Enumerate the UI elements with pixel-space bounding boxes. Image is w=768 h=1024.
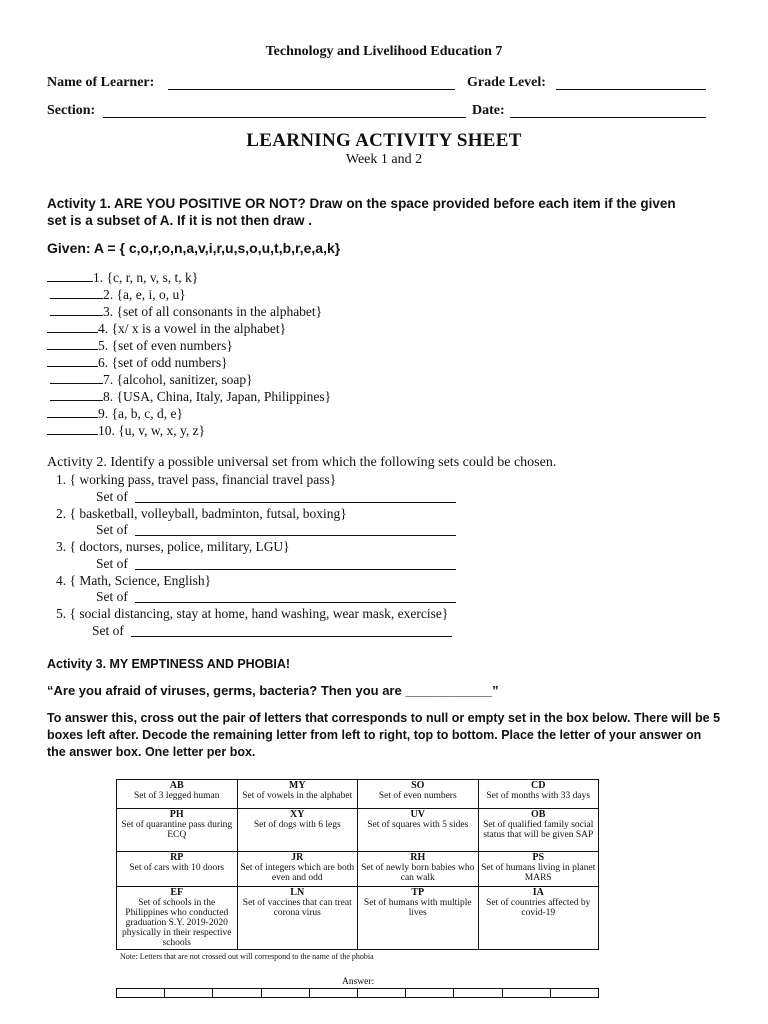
name-label: Name of Learner: xyxy=(47,75,155,90)
answer-box[interactable] xyxy=(213,989,261,997)
answer-blank[interactable] xyxy=(47,405,98,418)
set-of-answer-line[interactable] xyxy=(135,602,456,603)
set-of-label: Set of xyxy=(96,589,128,604)
answer-box[interactable] xyxy=(117,989,165,997)
activity2-item: 2. { basketball, volleyball, badminton, futsal, boxing} xyxy=(56,506,347,521)
set-of-answer-line[interactable] xyxy=(135,535,456,536)
grid-cell[interactable]: OB Set of qualified family social status that will be given SAP xyxy=(478,809,599,852)
grid-cell[interactable]: JR Set of integers which are both even and odd xyxy=(237,852,358,887)
date-label: Date: xyxy=(472,103,505,118)
grid-cell[interactable]: LN Set of vaccines that can treat corona virus xyxy=(237,887,358,950)
grid-cell[interactable]: PH Set of quarantine pass during ECQ xyxy=(117,809,238,852)
set-of-label: Set of xyxy=(96,489,128,504)
grid-cell[interactable]: PS Set of humans living in planet MARS xyxy=(478,852,599,887)
grid-cell[interactable]: CD Set of months with 33 days xyxy=(478,780,599,809)
answer-blank[interactable] xyxy=(47,320,98,333)
activity2-item: 1. { working pass, travel pass, financial travel pass} xyxy=(56,472,337,487)
section-label: Section: xyxy=(47,103,96,118)
answer-blank[interactable] xyxy=(47,354,98,367)
answer-blank[interactable] xyxy=(47,269,93,282)
activity1-instruction-line2: set is a subset of A. If it is not then draw . xyxy=(47,213,313,228)
set-of-answer-line[interactable] xyxy=(135,569,456,570)
set-of-label: Set of xyxy=(96,556,128,571)
activity2-item: 4. { Math, Science, English} xyxy=(56,573,212,588)
activity1-item: 10. {u, v, w, x, y, z} xyxy=(47,422,205,439)
grade-level-label: Grade Level: xyxy=(467,75,546,90)
activity1-item: 9. {a, b, c, d, e} xyxy=(47,405,183,422)
grid-cell[interactable]: EF Set of schools in the Philippines who conducted graduation S.Y. 2019-2020 physically in their respective schools xyxy=(117,887,238,950)
answer-boxes xyxy=(116,988,599,998)
activity2-heading: Activity 2. Identify a possible universal set from which the following sets could be chosen. xyxy=(47,455,557,470)
set-of-label: Set of xyxy=(92,623,124,638)
activity1-item: 1. {c, r, n, v, s, t, k} xyxy=(47,269,198,286)
set-of-answer-line[interactable] xyxy=(131,636,452,637)
set-of-label: Set of xyxy=(96,522,128,537)
grid-cell[interactable]: RH Set of newly born babies who can walk xyxy=(358,852,479,887)
grid-cell[interactable]: IA Set of countries affected by covid-19 xyxy=(478,887,599,950)
answer-blank[interactable] xyxy=(50,371,103,384)
activity3-instruction-line: To answer this, cross out the pair of letters that corresponds to null or empty set in the box below. There will be 5 xyxy=(47,711,721,725)
answer-label: Answer: xyxy=(342,977,375,987)
answer-box[interactable] xyxy=(454,989,502,997)
sheet-title: LEARNING ACTIVITY SHEET xyxy=(246,130,522,151)
given-set-a: Given: A = { c,o,r,o,n,a,v,i,r,u,s,o,u,t,b,r,e,a,k} xyxy=(47,240,341,256)
activity1-item: 2. {a, e, i, o, u} xyxy=(50,286,186,303)
grid-cell[interactable]: RP Set of cars with 10 doors xyxy=(117,852,238,887)
answer-box[interactable] xyxy=(310,989,358,997)
activity3-instruction-line: the answer box. One letter per box. xyxy=(47,745,256,759)
sheet-subtitle: Week 1 and 2 xyxy=(345,152,423,167)
name-field[interactable] xyxy=(168,89,455,90)
activity2-item: 3. { doctors, nurses, police, military, LGU} xyxy=(56,539,290,554)
answer-blank[interactable] xyxy=(47,337,98,350)
activity1-item: 4. {x/ x is a vowel in the alphabet} xyxy=(47,320,286,337)
activity1-item: 3. {set of all consonants in the alphabet} xyxy=(50,303,322,320)
empty-set-grid xyxy=(116,779,599,950)
answer-box[interactable] xyxy=(551,989,598,997)
answer-blank[interactable] xyxy=(50,388,103,401)
section-field[interactable] xyxy=(103,117,466,118)
answer-box[interactable] xyxy=(358,989,406,997)
grid-cell[interactable]: XY Set of dogs with 6 legs xyxy=(237,809,358,852)
grid-cell[interactable]: AB Set of 3 legged human xyxy=(117,780,238,809)
activity1-item: 8. {USA, China, Italy, Japan, Philippines} xyxy=(50,388,331,405)
answer-blank[interactable] xyxy=(50,303,103,316)
answer-box[interactable] xyxy=(406,989,454,997)
activity1-item: 6. {set of odd numbers} xyxy=(47,354,228,371)
activity3-instruction-line: boxes left after. Decode the remaining letter from left to right, top to bottom. Place the letter of your answer on xyxy=(47,728,702,742)
set-of-answer-line[interactable] xyxy=(135,502,456,503)
activity3-question: “Are you afraid of viruses, germs, bacteria? Then you are ____________” xyxy=(47,683,499,698)
activity1-instruction-line1: Activity 1. ARE YOU POSITIVE OR NOT? Draw on the space provided before each item if the given xyxy=(47,196,676,211)
activity3-heading: Activity 3. MY EMPTINESS AND PHOBIA! xyxy=(47,657,291,671)
document-header-title: Technology and Livelihood Education 7 xyxy=(265,44,503,59)
grid-cell[interactable]: SO Set of even numbers xyxy=(358,780,479,809)
grade-level-field[interactable] xyxy=(556,89,706,90)
activity1-item: 7. {alcohol, sanitizer, soap} xyxy=(50,371,253,388)
activity2-item: 5. { social distancing, stay at home, hand washing, wear mask, exercise} xyxy=(56,606,449,621)
answer-box[interactable] xyxy=(503,989,551,997)
answer-box[interactable] xyxy=(262,989,310,997)
grid-note: Note: Letters that are not crossed out will correspond to the name of the phobia xyxy=(120,952,374,961)
answer-blank[interactable] xyxy=(47,422,98,435)
grid-cell[interactable]: UV Set of squares with 5 sides xyxy=(358,809,479,852)
date-field[interactable] xyxy=(510,117,706,118)
answer-blank[interactable] xyxy=(50,286,103,299)
activity1-item: 5. {set of even numbers} xyxy=(47,337,233,354)
grid-cell[interactable]: MY Set of vowels in the alphabet xyxy=(237,780,358,809)
grid-cell[interactable]: TP Set of humans with multiple lives xyxy=(358,887,479,950)
answer-box[interactable] xyxy=(165,989,213,997)
